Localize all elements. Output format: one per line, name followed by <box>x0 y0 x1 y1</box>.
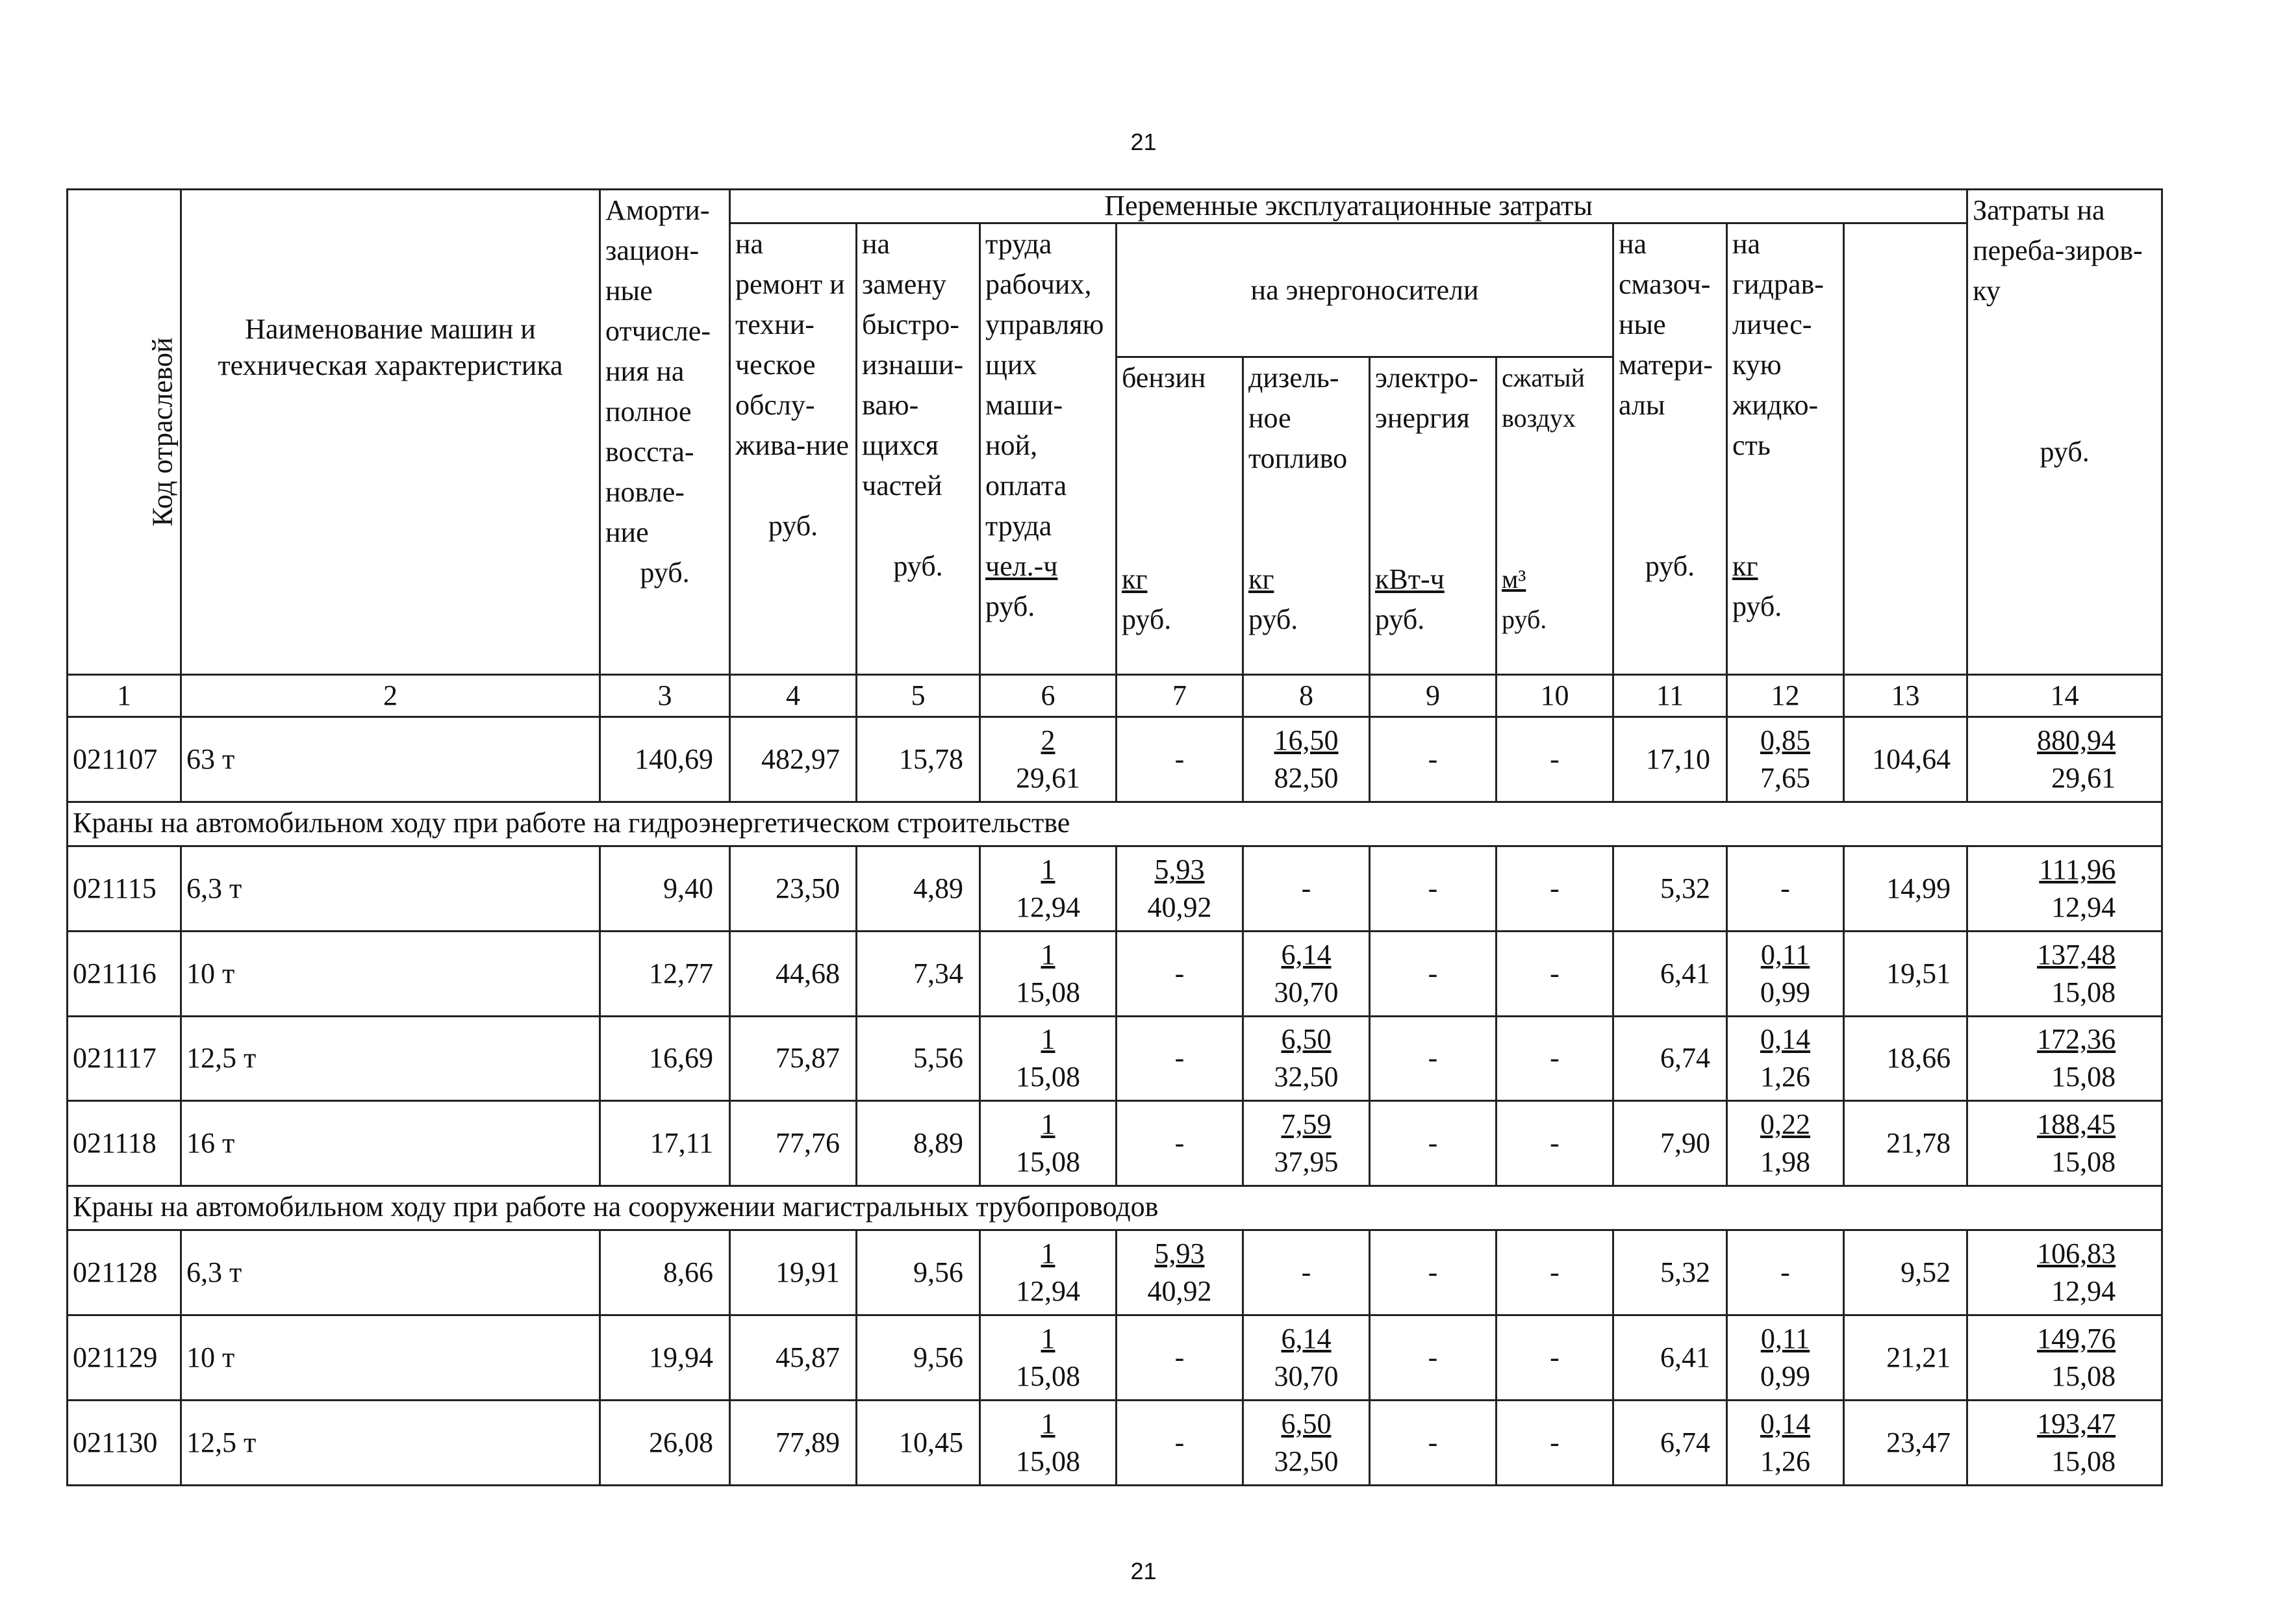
machine-code: 021129 <box>68 1315 181 1401</box>
value-c7-bottom: 40,92 <box>1147 1275 1212 1308</box>
value-c10: - <box>1497 1016 1613 1101</box>
value-c6-top: 2 <box>1041 724 1055 756</box>
header-lubricants: на смазоч-ные матери-алы руб. <box>1613 223 1727 675</box>
header-labor: труда рабочих, управляю щих маши-ной, оплата труда чел.-ч руб. <box>980 223 1117 675</box>
value-c4: 482,97 <box>730 717 857 802</box>
value-c6 <box>980 1016 1117 1101</box>
machine-name: 12,5 т <box>181 1400 600 1485</box>
value-c4: 23,50 <box>730 846 857 932</box>
value-c10: - <box>1497 717 1613 802</box>
value-c8-bottom: 32,50 <box>1274 1061 1339 1093</box>
value-c12 <box>1727 1400 1844 1485</box>
machine-code: 021130 <box>68 1400 181 1485</box>
header-parts: на замену быстро-изнаши-ваю-щихся частей руб. <box>857 223 980 675</box>
value-c3: 19,94 <box>600 1315 730 1401</box>
value-c9: - <box>1370 1315 1497 1401</box>
column-number: 10 <box>1497 675 1613 717</box>
header-repair: на ремонт и техни-ческое обслу-жива-ние руб. <box>730 223 857 675</box>
value-c10: - <box>1497 1230 1613 1315</box>
column-number: 6 <box>980 675 1117 717</box>
value-c6-bottom: 12,94 <box>1016 891 1080 924</box>
value-c11: 7,90 <box>1613 1101 1727 1186</box>
value-c14 <box>1967 1400 2162 1485</box>
value-c6-top: 1 <box>1041 1407 1055 1440</box>
value-c14 <box>1967 846 2162 932</box>
value-c6-top: 1 <box>1041 938 1055 971</box>
value-c4: 19,91 <box>730 1230 857 1315</box>
value-c6 <box>980 846 1117 932</box>
value-c11: 5,32 <box>1613 846 1727 932</box>
value-c14-bottom: 15,08 <box>2051 1146 2116 1178</box>
header-name: Наименование машин и техническая характеристика <box>181 190 600 675</box>
value-c12-top: 0,85 <box>1760 724 1810 756</box>
value-c6 <box>980 1315 1117 1401</box>
value-c14-bottom: 29,61 <box>2051 761 2116 794</box>
value-c6-bottom: 15,08 <box>1016 976 1080 1008</box>
value-c12-top: 0,22 <box>1760 1108 1810 1141</box>
value-c7 <box>1117 846 1243 932</box>
value-c6-top: 1 <box>1041 1237 1055 1270</box>
table-row <box>68 846 2162 932</box>
value-c9: - <box>1370 931 1497 1016</box>
value-c3: 16,69 <box>600 1016 730 1101</box>
value-c5: 7,34 <box>857 931 980 1016</box>
value-c6 <box>980 1101 1117 1186</box>
value-c7-top: 5,93 <box>1154 854 1205 886</box>
value-c14 <box>1967 1230 2162 1315</box>
value-c8 <box>1243 1016 1370 1101</box>
value-c3: 8,66 <box>600 1230 730 1315</box>
value-c10: - <box>1497 1400 1613 1485</box>
page-number-top: 21 <box>1130 129 1157 155</box>
value-c8 <box>1243 717 1370 802</box>
machine-code: 021117 <box>68 1016 181 1101</box>
table-row <box>68 1101 2162 1186</box>
value-c9: - <box>1370 1230 1497 1315</box>
header-electricity: электро-энергия кВт-ч руб. <box>1370 357 1497 675</box>
column-number: 2 <box>181 675 600 717</box>
value-c12 <box>1727 1101 1844 1186</box>
value-c12 <box>1727 1016 1844 1101</box>
header-gasoline: бензин кг руб. <box>1117 357 1243 675</box>
value-c14-top: 149,76 <box>2037 1322 2116 1354</box>
section-heading: Краны на автомобильном ходу при работе на гидроэнергетическом строительстве <box>68 802 2162 846</box>
value-c4: 45,87 <box>730 1315 857 1401</box>
machine-name: 10 т <box>181 1315 600 1401</box>
value-c7: - <box>1117 717 1243 802</box>
table-row <box>68 1315 2162 1401</box>
value-c12-bottom: 1,26 <box>1760 1061 1810 1093</box>
value-c6 <box>980 931 1117 1016</box>
value-c6-bottom: 15,08 <box>1016 1360 1080 1392</box>
value-c11: 17,10 <box>1613 717 1727 802</box>
value-c11: 6,41 <box>1613 931 1727 1016</box>
machine-name: 16 т <box>181 1101 600 1186</box>
value-c13: 104,64 <box>1844 717 1967 802</box>
value-c12 <box>1727 717 1844 802</box>
value-c8 <box>1243 1400 1370 1485</box>
value-c5: 4,89 <box>857 846 980 932</box>
value-c14-top: 188,45 <box>2037 1108 2116 1141</box>
value-c4: 44,68 <box>730 931 857 1016</box>
value-c14-top: 172,36 <box>2037 1023 2116 1056</box>
value-c14-top: 106,83 <box>2037 1237 2116 1270</box>
machine-name: 6,3 т <box>181 1230 600 1315</box>
value-c13: 9,52 <box>1844 1230 1967 1315</box>
value-c13: 21,78 <box>1844 1101 1967 1186</box>
value-c3: 17,11 <box>600 1101 730 1186</box>
column-number: 8 <box>1243 675 1370 717</box>
value-c9: - <box>1370 1016 1497 1101</box>
value-c9: - <box>1370 846 1497 932</box>
value-c6-bottom: 15,08 <box>1016 1146 1080 1178</box>
machine-code: 021115 <box>68 846 181 932</box>
machine-name: 10 т <box>181 931 600 1016</box>
value-c12-top: 0,11 <box>1760 1322 1810 1354</box>
value-c14-bottom: 15,08 <box>2051 1445 2116 1477</box>
value-c12-top: 0,14 <box>1760 1407 1810 1440</box>
value-c5: 9,56 <box>857 1230 980 1315</box>
value-c13: 21,21 <box>1844 1315 1967 1401</box>
column-number: 5 <box>857 675 980 717</box>
value-c11: 6,74 <box>1613 1400 1727 1485</box>
value-c8: - <box>1243 846 1370 932</box>
value-c5: 8,89 <box>857 1101 980 1186</box>
machine-code: 021116 <box>68 931 181 1016</box>
value-c6-top: 1 <box>1041 1322 1055 1354</box>
value-c7: - <box>1117 1315 1243 1401</box>
machine-name: 12,5 т <box>181 1016 600 1101</box>
value-c5: 5,56 <box>857 1016 980 1101</box>
value-c6-bottom: 15,08 <box>1016 1061 1080 1093</box>
value-c14-top: 193,47 <box>2037 1407 2116 1440</box>
value-c12: - <box>1727 846 1844 932</box>
value-c14-bottom: 12,94 <box>2051 891 2116 924</box>
value-c8 <box>1243 1315 1370 1401</box>
value-c12 <box>1727 931 1844 1016</box>
section-heading: Краны на автомобильном ходу при работе на сооружении магистральных трубопроводов <box>68 1186 2162 1230</box>
value-c7: - <box>1117 1101 1243 1186</box>
value-c12-bottom: 1,26 <box>1760 1445 1810 1477</box>
value-c9: - <box>1370 1400 1497 1485</box>
value-c14-top: 111,96 <box>2039 854 2116 886</box>
value-c8-top: 6,14 <box>1281 938 1332 971</box>
value-c10: - <box>1497 1315 1613 1401</box>
header-energy: на энергоносители <box>1117 223 1613 357</box>
value-c12: - <box>1727 1230 1844 1315</box>
value-c7: - <box>1117 1400 1243 1485</box>
machine-name: 63 т <box>181 717 600 802</box>
table-row <box>68 1400 2162 1485</box>
value-c8-top: 7,59 <box>1281 1108 1332 1141</box>
column-number: 12 <box>1727 675 1844 717</box>
value-c14 <box>1967 931 2162 1016</box>
value-c6 <box>980 717 1117 802</box>
value-c12-bottom: 0,99 <box>1760 1360 1810 1392</box>
value-c8-top: 6,50 <box>1281 1407 1332 1440</box>
value-c14 <box>1967 1016 2162 1101</box>
column-number: 11 <box>1613 675 1727 717</box>
value-c11: 6,41 <box>1613 1315 1727 1401</box>
value-c8 <box>1243 931 1370 1016</box>
value-c8-bottom: 30,70 <box>1274 1360 1339 1392</box>
value-c6-top: 1 <box>1041 1108 1055 1141</box>
value-c6-top: 1 <box>1041 1023 1055 1056</box>
value-c12 <box>1727 1315 1844 1401</box>
value-c10: - <box>1497 1101 1613 1186</box>
value-c14-top: 137,48 <box>2037 938 2116 971</box>
column-number: 14 <box>1967 675 2162 717</box>
value-c10: - <box>1497 846 1613 932</box>
value-c12-top: 0,14 <box>1760 1023 1810 1056</box>
column-number: 9 <box>1370 675 1497 717</box>
page-number-bottom: 21 <box>1130 1558 1157 1584</box>
value-c13: 14,99 <box>1844 846 1967 932</box>
value-c14-bottom: 15,08 <box>2051 1061 2116 1093</box>
value-c14-bottom: 15,08 <box>2051 976 2116 1008</box>
value-c14 <box>1967 1101 2162 1186</box>
column-number: 1 <box>68 675 181 717</box>
value-c14 <box>1967 1315 2162 1401</box>
value-c14 <box>1967 717 2162 802</box>
value-c8: - <box>1243 1230 1370 1315</box>
value-c3: 9,40 <box>600 846 730 932</box>
value-c3: 12,77 <box>600 931 730 1016</box>
value-c12-bottom: 1,98 <box>1760 1146 1810 1178</box>
value-c6 <box>980 1400 1117 1485</box>
value-c3: 140,69 <box>600 717 730 802</box>
value-c8-bottom: 32,50 <box>1274 1445 1339 1477</box>
value-c11: 5,32 <box>1613 1230 1727 1315</box>
value-c8-top: 6,14 <box>1281 1322 1332 1354</box>
column-number: 4 <box>730 675 857 717</box>
value-c4: 75,87 <box>730 1016 857 1101</box>
header-relocation: Затраты на переба-зиров-ку руб. <box>1967 190 2162 675</box>
header-amortization: Аморти-зацион-ные отчисле-ния на полное восста-новле-ние руб. <box>600 190 730 675</box>
value-c7 <box>1117 1230 1243 1315</box>
value-c12-top: 0,11 <box>1760 938 1810 971</box>
value-c14-top: 880,94 <box>2037 724 2116 756</box>
table-row <box>68 931 2162 1016</box>
value-c9: - <box>1370 717 1497 802</box>
value-c6-bottom: 12,94 <box>1016 1275 1080 1308</box>
value-c5: 10,45 <box>857 1400 980 1485</box>
value-c8-bottom: 37,95 <box>1274 1146 1339 1178</box>
machine-code: 021118 <box>68 1101 181 1186</box>
value-c12-bottom: 7,65 <box>1760 761 1810 794</box>
value-c4: 77,76 <box>730 1101 857 1186</box>
value-c5: 9,56 <box>857 1315 980 1401</box>
column-number: 13 <box>1844 675 1967 717</box>
value-c8 <box>1243 1101 1370 1186</box>
value-c13: 18,66 <box>1844 1016 1967 1101</box>
value-c8-bottom: 82,50 <box>1274 761 1339 794</box>
table-row <box>68 717 2162 802</box>
value-c11: 6,74 <box>1613 1016 1727 1101</box>
value-c7: - <box>1117 1016 1243 1101</box>
table-row <box>68 1230 2162 1315</box>
value-c6-bottom: 15,08 <box>1016 1445 1080 1477</box>
value-c6-bottom: 29,61 <box>1016 761 1080 794</box>
value-c5: 15,78 <box>857 717 980 802</box>
machine-code: 021128 <box>68 1230 181 1315</box>
value-c14-bottom: 15,08 <box>2051 1360 2116 1392</box>
value-c7-top: 5,93 <box>1154 1237 1205 1270</box>
header-variable-costs: Переменные эксплуатационные затраты <box>730 190 1967 223</box>
value-c10: - <box>1497 931 1613 1016</box>
value-c6-top: 1 <box>1041 854 1055 886</box>
value-c13: 19,51 <box>1844 931 1967 1016</box>
machine-cost-table <box>66 188 2163 1486</box>
value-c12-bottom: 0,99 <box>1760 976 1810 1008</box>
value-c8-bottom: 30,70 <box>1274 976 1339 1008</box>
machine-code: 021107 <box>68 717 181 802</box>
value-c6 <box>980 1230 1117 1315</box>
table-row <box>68 1016 2162 1101</box>
value-c7: - <box>1117 931 1243 1016</box>
header-compressed-air: сжатый воздух м³ руб. <box>1497 357 1613 675</box>
header-hydraulic: на гидрав-личес-кую жидко-сть кг руб. <box>1727 223 1844 675</box>
value-c8-top: 16,50 <box>1274 724 1339 756</box>
value-c13: 23,47 <box>1844 1400 1967 1485</box>
value-c14-bottom: 12,94 <box>2051 1275 2116 1308</box>
header-code: Код отраслевой <box>68 190 181 675</box>
column-number: 7 <box>1117 675 1243 717</box>
value-c9: - <box>1370 1101 1497 1186</box>
machine-name: 6,3 т <box>181 846 600 932</box>
value-c7-bottom: 40,92 <box>1147 891 1212 924</box>
value-c4: 77,89 <box>730 1400 857 1485</box>
column-number: 3 <box>600 675 730 717</box>
header-diesel: дизель-ное топливо кг руб. <box>1243 357 1370 675</box>
value-c8-top: 6,50 <box>1281 1023 1332 1056</box>
value-c3: 26,08 <box>600 1400 730 1485</box>
